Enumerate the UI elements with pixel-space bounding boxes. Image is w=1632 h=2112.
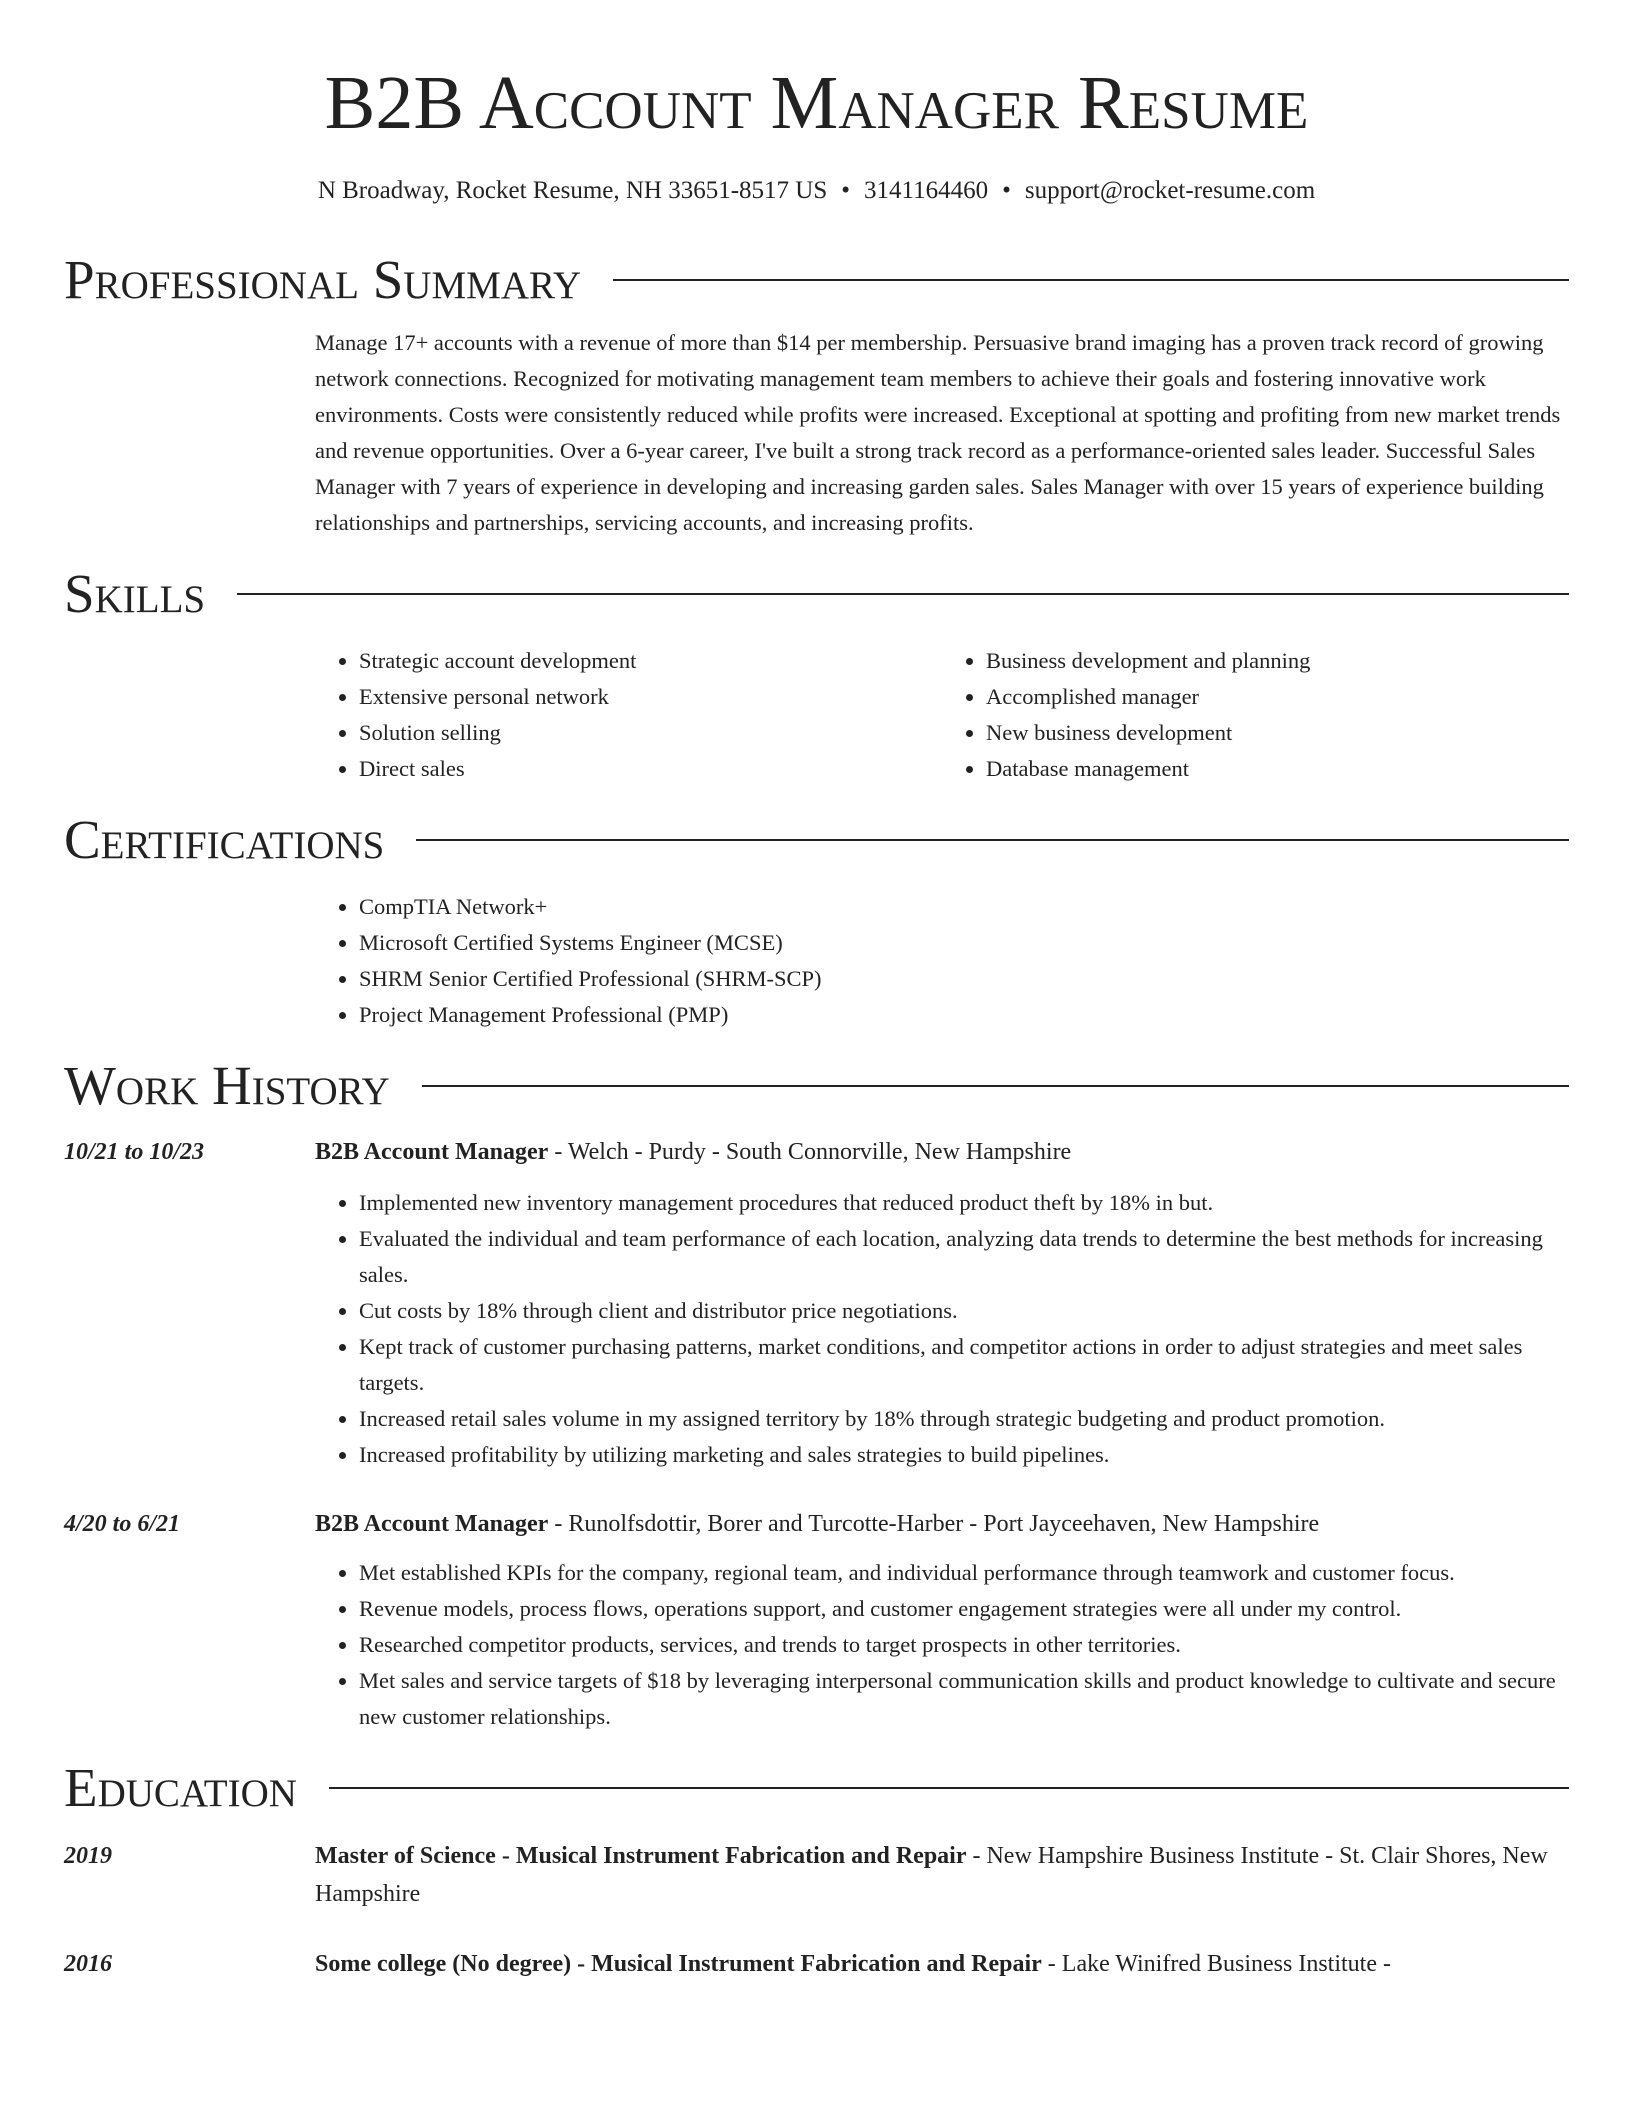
education-year: 2019	[64, 1843, 112, 1870]
skill-item: • Business development and planning	[986, 643, 1569, 679]
skills-column-right	[942, 643, 1569, 787]
education-school: - Lake Winifred Business Institute -	[1041, 1951, 1391, 1978]
summary-section-header	[64, 243, 1569, 315]
education-heading: Education	[64, 1756, 297, 1818]
skills-section-header	[64, 557, 1569, 629]
job-entry	[64, 1133, 1569, 1473]
education-year: 2016	[64, 1951, 112, 1978]
certification-item: • SHRM Senior Certified Professional (SHRM-SCP)	[359, 961, 1569, 997]
section-divider	[237, 593, 1569, 595]
summary-text: Manage 17+ accounts with a revenue of more than $14 per membership. Persuasive brand imaging has a proven track record of growing network connections. Recognized for motivating management team members to achieve their goals and fostering innovative work environments. Costs were consistently reduced while profits were increased. Exceptional at spotting and profiting from new market trends and revenue opportunities. Over a 6-year career, I've built a strong track record as a performance-oriented sales leader. Successful Sales Manager with 7 years of experience in developing and increasing garden sales. Sales Manager with over 15 years of experience building relationships and partnerships, servicing accounts, and increasing profits.	[315, 330, 1561, 536]
job-employer: - Welch - Purdy - South Connorville, New Hampshire	[548, 1139, 1072, 1166]
job-title: B2B Account Manager	[315, 1139, 549, 1166]
skill-item: • Accomplished manager	[986, 679, 1569, 715]
skills-heading: Skills	[64, 562, 206, 624]
skills-list	[315, 643, 1569, 787]
resume-title: B2B Account Manager Resume	[324, 61, 1309, 145]
certification-item: • Microsoft Certified Systems Engineer (MCSE)	[359, 925, 1569, 961]
section-divider	[613, 279, 1569, 281]
certification-item: • Project Management Professional (PMP)	[359, 997, 1569, 1033]
contact-line	[64, 175, 1569, 207]
job-heading	[315, 1505, 1569, 1543]
certification-item: • CompTIA Network+	[359, 889, 1569, 925]
job-title: B2B Account Manager	[315, 1511, 549, 1538]
skill-item: • Extensive personal network	[359, 679, 942, 715]
certifications-list	[315, 889, 1569, 1033]
contact-email: support@rocket-resume.com	[1024, 177, 1316, 205]
skill-item: • New business development	[986, 715, 1569, 751]
summary-heading: Professional Summary	[64, 248, 582, 310]
education-entry	[64, 1837, 1569, 1913]
certifications-section-header	[64, 803, 1569, 875]
job-bullet: • Cut costs by 18% through client and distributor price negotiations.	[359, 1293, 1569, 1329]
contact-phone: 3141164460	[864, 177, 989, 205]
work-section-header	[64, 1049, 1569, 1121]
education-entry	[64, 1945, 1569, 1983]
job-bullet: • Researched competitor products, services, and trends to target prospects in other territories.	[359, 1627, 1569, 1663]
job-entry	[64, 1505, 1569, 1735]
skill-item: • Solution selling	[359, 715, 942, 751]
job-bullet: • Implemented new inventory management procedures that reduced product theft by 18% in but.	[359, 1185, 1569, 1221]
job-bullet: • Increased profitability by utilizing marketing and sales strategies to build pipelines.	[359, 1437, 1569, 1473]
job-dates: 10/21 to 10/23	[64, 1139, 205, 1166]
section-divider	[422, 1085, 1569, 1087]
job-bullet: • Increased retail sales volume in my assigned territory by 18% through strategic budgeting and product promotion.	[359, 1401, 1569, 1437]
section-divider	[416, 839, 1569, 841]
education-details	[315, 1945, 1569, 1983]
job-bullets	[315, 1555, 1569, 1735]
work-heading: Work History	[64, 1054, 390, 1116]
contact-separator: •	[1002, 177, 1011, 205]
job-bullets	[315, 1185, 1569, 1473]
job-bullet: • Revenue models, process flows, operations support, and customer engagement strategies were all under my control.	[359, 1591, 1569, 1627]
job-dates: 4/20 to 6/21	[64, 1511, 181, 1538]
certifications-heading: Certifications	[64, 808, 385, 870]
job-bullet: • Evaluated the individual and team performance of each location, analyzing data trends to determine the best methods for increasing sales.	[359, 1221, 1569, 1293]
contact-address: N Broadway, Rocket Resume, NH 33651-8517 US	[317, 177, 828, 205]
section-divider	[329, 1787, 1569, 1789]
contact-separator: •	[841, 177, 851, 205]
job-bullet: • Met established KPIs for the company, regional team, and individual performance through teamwork and customer focus.	[359, 1555, 1569, 1591]
skills-column-left	[315, 643, 942, 787]
skill-item: • Database management	[986, 751, 1569, 787]
job-heading	[315, 1133, 1569, 1171]
education-degree: Some college (No degree) - Musical Instrument Fabrication and Repair	[315, 1951, 1042, 1978]
education-details	[315, 1837, 1569, 1913]
job-bullet: • Kept track of customer purchasing patterns, market conditions, and competitor actions in order to adjust strategies and meet sales targets.	[359, 1329, 1569, 1401]
education-school: - New Hampshire Business Institute - St. Clair Shores, New Hampshire	[315, 1843, 1548, 1908]
job-employer: - Runolfsdottir, Borer and Turcotte-Harber - Port Jayceehaven, New Hampshire	[548, 1511, 1320, 1538]
education-degree: Master of Science - Musical Instrument Fabrication and Repair	[315, 1843, 967, 1870]
education-section-header	[64, 1751, 1569, 1823]
skill-item: • Direct sales	[359, 751, 942, 787]
job-bullet: • Met sales and service targets of $18 by leveraging interpersonal communication skills and product knowledge to cultivate and secure new customer relationships.	[359, 1663, 1569, 1735]
skill-item: • Strategic account development	[359, 643, 942, 679]
